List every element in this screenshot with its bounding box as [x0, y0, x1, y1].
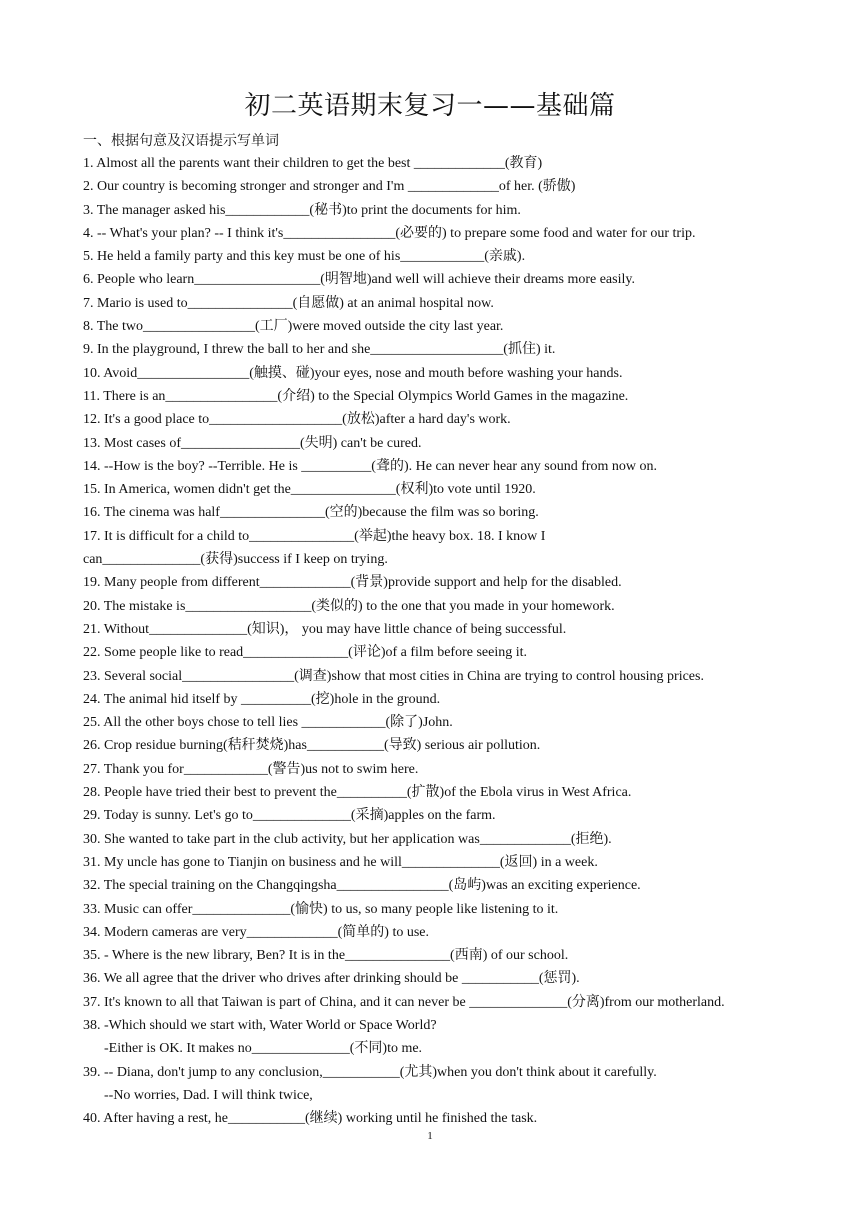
exercise-line: 38. -Which should we start with, Water World or Space World?: [83, 1017, 437, 1033]
exercise-line: 34. Modern cameras are very_____________(简单的) to use.: [83, 924, 430, 940]
exercise-line: 24. The animal hid itself by __________(挖)hole in the ground.: [83, 691, 441, 707]
exercise-line: 8. The two________________(工厂)were moved outside the city last year.: [83, 319, 504, 335]
exercise-line: 11. There is an________________(介绍) to the Special Olympics World Games in the magazine.: [83, 388, 629, 404]
exercise-line: 23. Several social________________(调查)show that most cities in China are trying to control housing prices.: [83, 668, 704, 684]
exercise-line: 10. Avoid________________(触摸、碰)your eyes, nose and mouth before washing your hands.: [83, 365, 623, 381]
exercise-line: 25. All the other boys chose to tell lies ____________(除了)John.: [83, 715, 453, 731]
page-title: 初二英语期末复习一——基础篇: [244, 91, 616, 121]
exercise-line: 6. People who learn__________________(明智地)and well will achieve their dreams more easily.: [83, 272, 635, 288]
exercise-line: 17. It is difficult for a child to_______________(举起)the heavy box. 18. I know I: [83, 528, 546, 544]
exercise-line: 22. Some people like to read_______________(评论)of a film before seeing it.: [83, 645, 528, 661]
exercise-line: 4. -- What's your plan? -- I think it's________________(必要的) to prepare some food and water for our trip.: [83, 225, 696, 241]
exercise-line: 27. Thank you for____________(警告)us not to swim here.: [83, 761, 419, 777]
exercise-line: 15. In America, women didn't get the_______________(权利)to vote until 1920.: [83, 482, 536, 498]
exercise-line: 19. Many people from different_____________(背景)provide support and help for the disabled.: [83, 575, 622, 591]
exercise-line: 5. He held a family party and this key must be one of his____________(亲戚).: [83, 249, 526, 265]
page-number: 1: [427, 1130, 433, 1142]
exercise-line: --No worries, Dad. I will think twice,: [104, 1087, 313, 1103]
exercise-line: 39. -- Diana, don't jump to any conclusion,___________(尤其)when you don't think about it carefully.: [83, 1064, 657, 1080]
exercise-line: 37. It's known to all that Taiwan is part of China, and it can never be ______________(分离)from our motherland.: [83, 994, 725, 1010]
exercise-line: -Either is OK. It makes no______________(不同)to me.: [104, 1041, 423, 1057]
exercise-line: 3. The manager asked his____________(秘书)to print the documents for him.: [83, 202, 521, 218]
exercise-line: 9. In the playground, I threw the ball to her and she___________________(抓住) it.: [83, 342, 556, 358]
exercise-list: [83, 152, 783, 1130]
exercise-line: 28. People have tried their best to prevent the__________(扩散)of the Ebola virus in West Africa.: [83, 785, 632, 801]
exercise-line: 26. Crop residue burning(秸秆焚烧)has___________(导致) serious air pollution.: [83, 738, 541, 754]
exercise-line: 29. Today is sunny. Let's go to______________(采摘)apples on the farm.: [83, 808, 496, 824]
exercise-line: 32. The special training on the Changqingsha________________(岛屿)was an exciting experience.: [83, 878, 641, 894]
exercise-line: 16. The cinema was half_______________(空的)because the film was so boring.: [83, 505, 539, 521]
exercise-line: can______________(获得)success if I keep on trying.: [83, 552, 388, 568]
exercise-line: 31. My uncle has gone to Tianjin on business and he will______________(返回) in a week.: [83, 854, 598, 870]
exercise-line: 13. Most cases of_________________(失明) can't be cured.: [83, 435, 422, 451]
exercise-line: 21. Without______________(知识)， you may have little chance of being successful.: [83, 621, 567, 637]
exercise-line: 12. It's a good place to___________________(放松)after a hard day's work.: [83, 412, 511, 428]
exercise-line: 1. Almost all the parents want their children to get the best _____________(教育): [83, 156, 543, 171]
section-heading: 一、根据句意及汉语提示写单词: [83, 133, 279, 149]
exercise-line: 20. The mistake is__________________(类似的) to the one that you made in your homework.: [83, 598, 615, 614]
exercise-line: 7. Mario is used to_______________(自愿做) at an animal hospital now.: [83, 295, 494, 311]
exercise-line: 35. - Where is the new library, Ben? It is in the_______________(西南) of our school.: [83, 948, 569, 964]
exercise-line: 40. After having a rest, he___________(继续) working until he finished the task.: [83, 1111, 538, 1127]
exercise-line: 2. Our country is becoming stronger and stronger and I'm _____________of her. (骄傲): [83, 179, 576, 195]
exercise-line: 33. Music can offer______________(愉快) to us, so many people like listening to it.: [83, 901, 559, 917]
exercise-line: 36. We all agree that the driver who drives after drinking should be ___________(惩罚).: [83, 971, 580, 987]
exercise-line: 30. She wanted to take part in the club activity, but her application was_____________(拒绝).: [83, 831, 612, 847]
exercise-line: 14. --How is the boy? --Terrible. He is __________(聋的). He can never hear any sound from now on.: [83, 458, 658, 474]
